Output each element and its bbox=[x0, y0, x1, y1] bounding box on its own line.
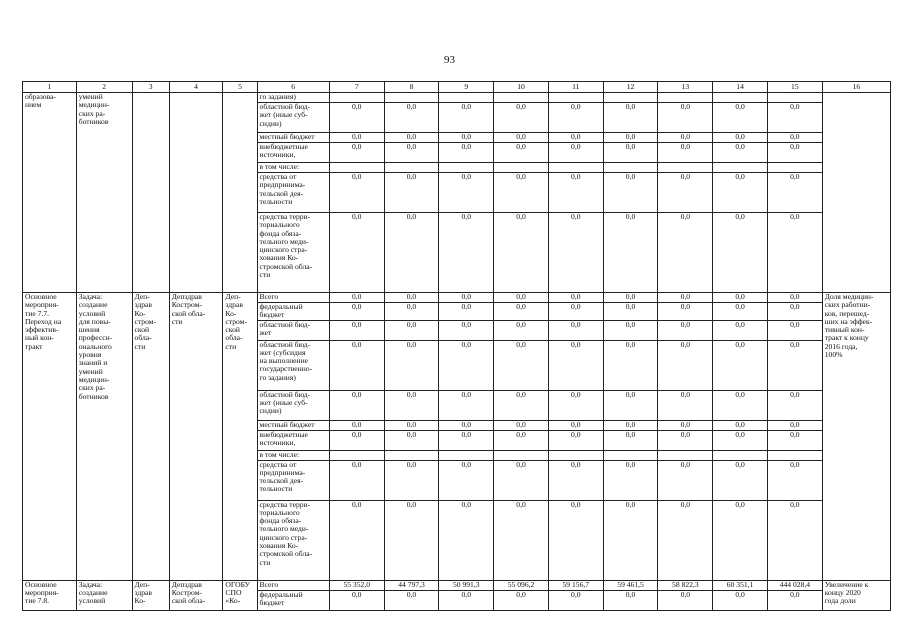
funding-source-label: областной бюд- жет bbox=[257, 320, 329, 340]
amount-cell-col-14: 0,0 bbox=[713, 143, 768, 163]
column-header-6: 6 bbox=[257, 82, 329, 93]
group_78-c4-cell: Депздрав Костром- ской обла- bbox=[169, 580, 223, 610]
funding-source-label: средства от предпринима- тельской дея- тельности bbox=[257, 173, 329, 213]
funding-source-label: внебюджетные источники, bbox=[257, 430, 329, 450]
amount-cell-col-15: 0,0 bbox=[767, 500, 822, 580]
funding-source-label: областной бюд- жет (иные суб- сидии) bbox=[257, 103, 329, 133]
amount-cell-col-9: 0,0 bbox=[439, 213, 494, 293]
funding-source-label: в том числе: bbox=[257, 450, 329, 460]
amount-cell-col-14: 0,0 bbox=[713, 390, 768, 420]
amount-cell-col-12: 0,0 bbox=[603, 133, 658, 143]
amount-cell-col-11: 0,0 bbox=[548, 430, 603, 450]
amount-cell-col-7: 0,0 bbox=[329, 390, 384, 420]
amount-cell-col-10 bbox=[494, 163, 549, 173]
amount-cell-col-8 bbox=[384, 163, 439, 173]
amount-cell-col-11: 0,0 bbox=[548, 390, 603, 420]
amount-cell-col-9 bbox=[439, 93, 494, 103]
amount-cell-col-15: 0,0 bbox=[767, 103, 822, 133]
amount-cell-col-8: 0,0 bbox=[384, 103, 439, 133]
amount-cell-col-8: 0,0 bbox=[384, 590, 439, 610]
amount-cell-col-8: 0,0 bbox=[384, 460, 439, 500]
amount-cell-col-14: 0,0 bbox=[713, 103, 768, 133]
amount-cell-col-13 bbox=[658, 163, 713, 173]
column-header-15: 15 bbox=[767, 82, 822, 93]
amount-cell-col-8: 0,0 bbox=[384, 173, 439, 213]
amount-cell-col-13: 0,0 bbox=[658, 500, 713, 580]
amount-cell-col-13: 0,0 bbox=[658, 430, 713, 450]
column-header-11: 11 bbox=[548, 82, 603, 93]
group_77-c4-cell: Депздрав Костром- ской обла- сти bbox=[169, 293, 223, 581]
amount-cell-col-9: 0,0 bbox=[439, 133, 494, 143]
column-header-1: 1 bbox=[23, 82, 77, 93]
amount-cell-col-7: 0,0 bbox=[329, 500, 384, 580]
amount-cell-col-7: 0,0 bbox=[329, 143, 384, 163]
group_top-c4-cell bbox=[169, 93, 223, 293]
amount-cell-col-10: 0,0 bbox=[494, 590, 549, 610]
amount-cell-col-9: 0,0 bbox=[439, 500, 494, 580]
amount-cell-col-13: 58 822,3 bbox=[658, 580, 713, 590]
amount-cell-col-14: 0,0 bbox=[713, 173, 768, 213]
amount-cell-col-10: 0,0 bbox=[494, 303, 549, 321]
column-header-7: 7 bbox=[329, 82, 384, 93]
funding-source-label: средства терри- ториального фонда обяза- тельного меди- цинского стра- хования Ко- стромской обла- сти bbox=[257, 213, 329, 293]
amount-cell-col-11 bbox=[548, 450, 603, 460]
amount-cell-col-11: 0,0 bbox=[548, 500, 603, 580]
group_78-c2-cell: Задача: создание условий bbox=[76, 580, 132, 610]
amount-cell-col-12 bbox=[603, 93, 658, 103]
funding-source-label: местный бюджет bbox=[257, 133, 329, 143]
amount-cell-col-9: 0,0 bbox=[439, 590, 494, 610]
amount-cell-col-14: 0,0 bbox=[713, 430, 768, 450]
amount-cell-col-13: 0,0 bbox=[658, 390, 713, 420]
amount-cell-col-15: 0,0 bbox=[767, 460, 822, 500]
amount-cell-col-14 bbox=[713, 163, 768, 173]
amount-cell-col-10: 0,0 bbox=[494, 133, 549, 143]
amount-cell-col-15: 0,0 bbox=[767, 173, 822, 213]
amount-cell-col-9: 0,0 bbox=[439, 460, 494, 500]
amount-cell-col-12: 0,0 bbox=[603, 303, 658, 321]
amount-cell-col-9: 0,0 bbox=[439, 103, 494, 133]
amount-cell-col-15: 0,0 bbox=[767, 590, 822, 610]
group_77-c1-cell: Основное мероприя- тие 7.7. Переход на эффектив- ный кон- тракт bbox=[23, 293, 77, 581]
amount-cell-col-12: 0,0 bbox=[603, 500, 658, 580]
amount-cell-col-12: 0,0 bbox=[603, 103, 658, 133]
amount-cell-col-14: 0,0 bbox=[713, 460, 768, 500]
group_77-indicator-cell: Доля медицин- ских работни- ков, перешед- ших на эффек- тивный кон- тракт к концу 2016 года, 100% bbox=[822, 293, 890, 581]
amount-cell-col-14: 0,0 bbox=[713, 590, 768, 610]
amount-cell-col-12: 0,0 bbox=[603, 430, 658, 450]
amount-cell-col-8: 0,0 bbox=[384, 430, 439, 450]
amount-cell-col-7: 0,0 bbox=[329, 293, 384, 303]
column-header-9: 9 bbox=[439, 82, 494, 93]
amount-cell-col-15: 0,0 bbox=[767, 320, 822, 340]
group_top-c1-cell: образова- нием bbox=[23, 93, 77, 293]
amount-cell-col-11 bbox=[548, 93, 603, 103]
amount-cell-col-7: 0,0 bbox=[329, 340, 384, 390]
amount-cell-col-13: 0,0 bbox=[658, 303, 713, 321]
page-number: 93 bbox=[444, 54, 455, 66]
group_77-c3-cell: Деп- здрав Ко- стром- ской обла- сти bbox=[132, 293, 169, 581]
amount-cell-col-9: 0,0 bbox=[439, 390, 494, 420]
amount-cell-col-12 bbox=[603, 450, 658, 460]
table-header bbox=[23, 82, 891, 93]
amount-cell-col-9 bbox=[439, 163, 494, 173]
amount-cell-col-10: 0,0 bbox=[494, 213, 549, 293]
amount-cell-col-10 bbox=[494, 93, 549, 103]
column-header-13: 13 bbox=[658, 82, 713, 93]
amount-cell-col-12: 0,0 bbox=[603, 390, 658, 420]
amount-cell-col-11: 0,0 bbox=[548, 213, 603, 293]
amount-cell-col-13: 0,0 bbox=[658, 420, 713, 430]
column-header-12: 12 bbox=[603, 82, 658, 93]
funding-source-label: местный бюджет bbox=[257, 420, 329, 430]
funding-source-label: Всего bbox=[257, 293, 329, 303]
amount-cell-col-10 bbox=[494, 450, 549, 460]
amount-cell-col-11: 0,0 bbox=[548, 173, 603, 213]
column-header-14: 14 bbox=[713, 82, 768, 93]
amount-cell-col-9: 0,0 bbox=[439, 430, 494, 450]
column-header-2: 2 bbox=[76, 82, 132, 93]
amount-cell-col-8: 0,0 bbox=[384, 420, 439, 430]
amount-cell-col-15: 0,0 bbox=[767, 133, 822, 143]
amount-cell-col-9: 0,0 bbox=[439, 293, 494, 303]
amount-cell-col-10: 0,0 bbox=[494, 500, 549, 580]
group_78-indicator-cell: Увеличение к концу 2020 года доли bbox=[822, 580, 890, 610]
amount-cell-col-15: 0,0 bbox=[767, 430, 822, 450]
funding-source-label: средства от предпринима- тельской дея- тельности bbox=[257, 460, 329, 500]
amount-cell-col-12: 0,0 bbox=[603, 293, 658, 303]
amount-cell-col-7: 0,0 bbox=[329, 303, 384, 321]
table-body bbox=[23, 93, 891, 611]
amount-cell-col-7: 0,0 bbox=[329, 460, 384, 500]
column-header-10: 10 bbox=[494, 82, 549, 93]
amount-cell-col-9: 0,0 bbox=[439, 143, 494, 163]
amount-cell-col-15: 0,0 bbox=[767, 340, 822, 390]
amount-cell-col-11: 59 156,7 bbox=[548, 580, 603, 590]
amount-cell-col-7: 0,0 bbox=[329, 590, 384, 610]
group_77-c5-cell: Деп- здрав Ко- стром- ской обла- сти bbox=[223, 293, 257, 581]
group_top-c3-cell bbox=[132, 93, 169, 293]
amount-cell-col-11: 0,0 bbox=[548, 293, 603, 303]
funding-source-label: Всего bbox=[257, 580, 329, 590]
amount-cell-col-11: 0,0 bbox=[548, 340, 603, 390]
amount-cell-col-11: 0,0 bbox=[548, 133, 603, 143]
amount-cell-col-9: 0,0 bbox=[439, 303, 494, 321]
group_top-indicator-cell bbox=[822, 93, 890, 293]
amount-cell-col-10: 0,0 bbox=[494, 103, 549, 133]
group_78-c3-cell: Деп- здрав Ко- bbox=[132, 580, 169, 610]
amount-cell-col-14: 0,0 bbox=[713, 420, 768, 430]
amount-cell-col-7: 0,0 bbox=[329, 420, 384, 430]
amount-cell-col-8 bbox=[384, 450, 439, 460]
amount-cell-col-7 bbox=[329, 450, 384, 460]
table-row bbox=[23, 93, 891, 103]
amount-cell-col-9: 0,0 bbox=[439, 420, 494, 430]
amount-cell-col-8: 0,0 bbox=[384, 500, 439, 580]
group_top-c5-cell bbox=[223, 93, 257, 293]
group_78-c5-cell: ОГОБУ СПО «Ко- bbox=[223, 580, 257, 610]
amount-cell-col-12: 0,0 bbox=[603, 143, 658, 163]
amount-cell-col-13 bbox=[658, 93, 713, 103]
amount-cell-col-13: 0,0 bbox=[658, 133, 713, 143]
amount-cell-col-13: 0,0 bbox=[658, 340, 713, 390]
amount-cell-col-7: 0,0 bbox=[329, 133, 384, 143]
amount-cell-col-15: 0,0 bbox=[767, 213, 822, 293]
column-header-3: 3 bbox=[132, 82, 169, 93]
amount-cell-col-8: 0,0 bbox=[384, 320, 439, 340]
amount-cell-col-12: 0,0 bbox=[603, 173, 658, 213]
amount-cell-col-7: 0,0 bbox=[329, 320, 384, 340]
header-row bbox=[23, 82, 891, 93]
group_78-c1-cell: Основное мероприя- тие 7.8. bbox=[23, 580, 77, 610]
amount-cell-col-14: 0,0 bbox=[713, 303, 768, 321]
funding-source-label: средства терри- ториального фонда обяза- тельного меди- цинского стра- хования Ко- стромской обла- сти bbox=[257, 500, 329, 580]
amount-cell-col-7: 0,0 bbox=[329, 213, 384, 293]
amount-cell-col-15: 0,0 bbox=[767, 390, 822, 420]
amount-cell-col-8: 0,0 bbox=[384, 390, 439, 420]
amount-cell-col-11 bbox=[548, 163, 603, 173]
amount-cell-col-7: 55 352,0 bbox=[329, 580, 384, 590]
column-header-4: 4 bbox=[169, 82, 223, 93]
amount-cell-col-7: 0,0 bbox=[329, 173, 384, 213]
amount-cell-col-14 bbox=[713, 93, 768, 103]
amount-cell-col-7 bbox=[329, 163, 384, 173]
funding-source-label: федеральный бюджет bbox=[257, 590, 329, 610]
amount-cell-col-15 bbox=[767, 163, 822, 173]
amount-cell-col-14: 0,0 bbox=[713, 133, 768, 143]
amount-cell-col-8: 44 797,3 bbox=[384, 580, 439, 590]
table-row bbox=[23, 293, 891, 303]
amount-cell-col-13: 0,0 bbox=[658, 213, 713, 293]
amount-cell-col-14: 0,0 bbox=[713, 340, 768, 390]
amount-cell-col-12: 0,0 bbox=[603, 590, 658, 610]
amount-cell-col-11: 0,0 bbox=[548, 103, 603, 133]
amount-cell-col-9 bbox=[439, 450, 494, 460]
amount-cell-col-15: 0,0 bbox=[767, 420, 822, 430]
amount-cell-col-8: 0,0 bbox=[384, 213, 439, 293]
amount-cell-col-14: 0,0 bbox=[713, 320, 768, 340]
amount-cell-col-15: 444 028,4 bbox=[767, 580, 822, 590]
amount-cell-col-9: 50 991,3 bbox=[439, 580, 494, 590]
amount-cell-col-12: 0,0 bbox=[603, 213, 658, 293]
amount-cell-col-13: 0,0 bbox=[658, 103, 713, 133]
amount-cell-col-8: 0,0 bbox=[384, 143, 439, 163]
funding-source-label: го задания) bbox=[257, 93, 329, 103]
amount-cell-col-15 bbox=[767, 450, 822, 460]
amount-cell-col-8: 0,0 bbox=[384, 133, 439, 143]
amount-cell-col-11: 0,0 bbox=[548, 303, 603, 321]
column-header-5: 5 bbox=[223, 82, 257, 93]
amount-cell-col-12: 0,0 bbox=[603, 460, 658, 500]
amount-cell-col-13: 0,0 bbox=[658, 460, 713, 500]
group_77-c2-cell: Задача: создание условий для повы- шения професси- онального уровня знаний и умений медицин- ских ра- ботников bbox=[76, 293, 132, 581]
amount-cell-col-11: 0,0 bbox=[548, 420, 603, 430]
amount-cell-col-7: 0,0 bbox=[329, 430, 384, 450]
amount-cell-col-9: 0,0 bbox=[439, 340, 494, 390]
amount-cell-col-10: 0,0 bbox=[494, 420, 549, 430]
amount-cell-col-15: 0,0 bbox=[767, 143, 822, 163]
amount-cell-col-8: 0,0 bbox=[384, 340, 439, 390]
amount-cell-col-9: 0,0 bbox=[439, 173, 494, 213]
column-header-16: 16 bbox=[822, 82, 890, 93]
amount-cell-col-10: 0,0 bbox=[494, 340, 549, 390]
amount-cell-col-13: 0,0 bbox=[658, 293, 713, 303]
amount-cell-col-13: 0,0 bbox=[658, 590, 713, 610]
amount-cell-col-14: 60 351,1 bbox=[713, 580, 768, 590]
amount-cell-col-7 bbox=[329, 93, 384, 103]
amount-cell-col-12: 0,0 bbox=[603, 320, 658, 340]
amount-cell-col-7: 0,0 bbox=[329, 103, 384, 133]
amount-cell-col-10: 0,0 bbox=[494, 390, 549, 420]
amount-cell-col-11: 0,0 bbox=[548, 320, 603, 340]
funding-source-label: в том числе: bbox=[257, 163, 329, 173]
program-financing-table bbox=[22, 81, 891, 611]
amount-cell-col-14: 0,0 bbox=[713, 500, 768, 580]
amount-cell-col-12: 59 461,5 bbox=[603, 580, 658, 590]
amount-cell-col-11: 0,0 bbox=[548, 143, 603, 163]
amount-cell-col-12: 0,0 bbox=[603, 340, 658, 390]
amount-cell-col-10: 0,0 bbox=[494, 143, 549, 163]
amount-cell-col-8: 0,0 bbox=[384, 303, 439, 321]
amount-cell-col-10: 0,0 bbox=[494, 173, 549, 213]
amount-cell-col-14: 0,0 bbox=[713, 293, 768, 303]
amount-cell-col-13 bbox=[658, 450, 713, 460]
amount-cell-col-12 bbox=[603, 163, 658, 173]
amount-cell-col-11: 0,0 bbox=[548, 590, 603, 610]
amount-cell-col-12: 0,0 bbox=[603, 420, 658, 430]
amount-cell-col-10: 0,0 bbox=[494, 460, 549, 500]
table-row bbox=[23, 580, 891, 590]
amount-cell-col-13: 0,0 bbox=[658, 320, 713, 340]
column-header-8: 8 bbox=[384, 82, 439, 93]
amount-cell-col-15 bbox=[767, 93, 822, 103]
amount-cell-col-10: 55 096,2 bbox=[494, 580, 549, 590]
amount-cell-col-9: 0,0 bbox=[439, 320, 494, 340]
amount-cell-col-8: 0,0 bbox=[384, 293, 439, 303]
amount-cell-col-13: 0,0 bbox=[658, 173, 713, 213]
amount-cell-col-13: 0,0 bbox=[658, 143, 713, 163]
funding-source-label: федеральный бюджет bbox=[257, 303, 329, 321]
funding-source-label: областной бюд- жет (субсидия на выполнение государственно- го задания) bbox=[257, 340, 329, 390]
amount-cell-col-8 bbox=[384, 93, 439, 103]
amount-cell-col-10: 0,0 bbox=[494, 320, 549, 340]
funding-source-label: областной бюд- жет (иные суб- сидии) bbox=[257, 390, 329, 420]
funding-source-label: внебюджетные источники, bbox=[257, 143, 329, 163]
amount-cell-col-14 bbox=[713, 450, 768, 460]
group_top-c2-cell: умений медицин- ских ра- ботников bbox=[76, 93, 132, 293]
amount-cell-col-15: 0,0 bbox=[767, 303, 822, 321]
amount-cell-col-10: 0,0 bbox=[494, 430, 549, 450]
amount-cell-col-11: 0,0 bbox=[548, 460, 603, 500]
amount-cell-col-14: 0,0 bbox=[713, 213, 768, 293]
amount-cell-col-15: 0,0 bbox=[767, 293, 822, 303]
amount-cell-col-10: 0,0 bbox=[494, 293, 549, 303]
